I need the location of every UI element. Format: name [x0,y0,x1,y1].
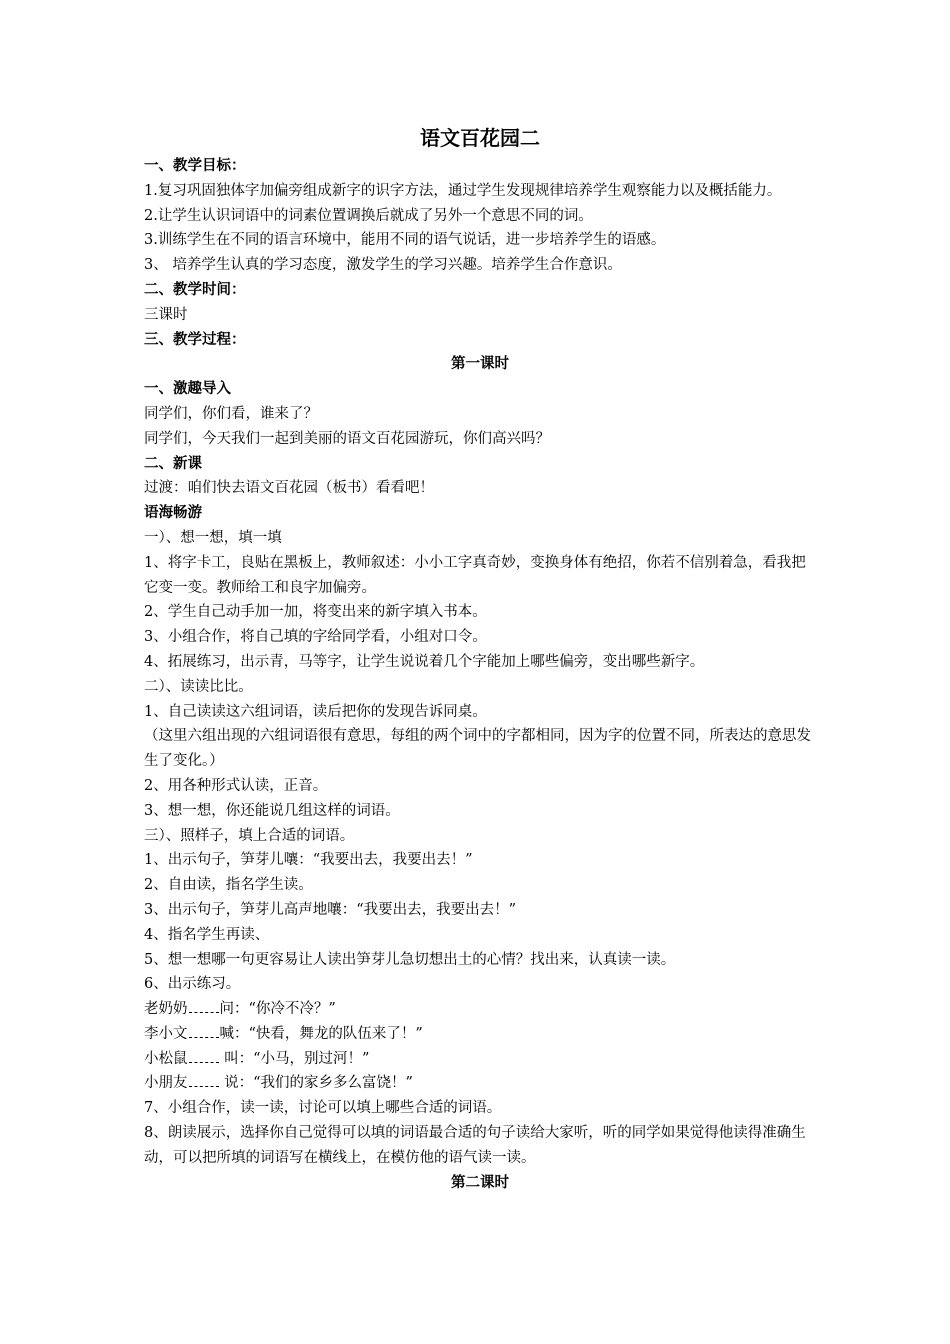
document-title: 语文百花园二 [420,126,540,150]
section-heading: 一、教学目标： [144,157,246,174]
paragraph: 2、用各种形式认读，正音。 [144,777,328,794]
paragraph: 3、小组合作，将自己填的字给同学看，小组对口令。 [144,629,487,646]
paragraph: 8、朗读展示，选择你自己觉得可以填的词语最合适的句子读给大家听，听的同学如果觉得他读得准确生动，可以把所填的词语写在横线上，在模仿他的语气读一读。 [144,1125,806,1166]
paragraph: 三课时 [144,306,188,323]
exercise-sentence: 说：“我们的家乡多么富饶！” [219,1075,413,1092]
paragraph: 6、出示练习。 [144,976,241,993]
paragraph: 过渡：咱们快去语文百花园（板书）看看吧！ [144,480,434,497]
paragraph [144,1071,816,1096]
paragraph: 7、小组合作，读一读，讨论可以填上哪些合适的词语。 [144,1100,502,1117]
paragraph: 同学们，今天我们一起到美丽的语文百花园游玩，你们高兴吗？ [144,430,550,447]
document-lines [144,154,816,1195]
section-heading: 第二课时 [451,1173,509,1191]
fill-in-blank [189,1023,219,1038]
exercise-subject: 老奶奶 [144,1001,188,1018]
exercise-subject: 李小文 [144,1025,188,1042]
paragraph: （这里六组出现的六组词语很有意思，每组的两个词中的字都相同，因为字的位置不同，所表达的意思发生了变化。） [144,728,811,770]
exercise-subject: 小松鼠 [144,1050,188,1067]
paragraph: 同学们，你们看，谁来了？ [144,405,318,422]
paragraph: 1.复习巩固独体字加偏旁组成新字的识字方法，通过学生发现规律培养学生观察能力以及概括能力。 [144,182,782,199]
paragraph: 三）、照样子，填上合适的词语。 [144,827,355,844]
paragraph: 3.训练学生在不同的语言环境中，能用不同的语气说话，进一步培养学生的语感。 [144,232,666,249]
section-heading: 二、新课 [144,454,202,472]
section-heading: 语海畅游 [144,504,202,522]
paragraph: 4、指名学生再读、 [144,926,270,943]
paragraph: 2.让学生认识词语中的词素位置调换后就成了另外一个意思不同的词。 [144,207,593,224]
exercise-sentence: 叫：“小马，别过河！” [219,1050,370,1067]
fill-in-blank [189,1048,219,1063]
paragraph: 1、出示句子，笋芽儿嚷：“我要出去，我要出去！” [144,852,473,869]
paragraph: 二）、读读比比。 [144,678,253,695]
paragraph [144,997,816,1022]
fill-in-blank [189,1072,219,1087]
section-heading: 三、教学过程： [144,330,246,348]
paragraph [144,1047,816,1072]
exercise-sentence: 问：“你冷不冷？” [219,1001,336,1018]
paragraph: 1、将字卡工，良贴在黑板上，教师叙述：小小工字真奇妙，变换身体有绝招，你若不信别着急，看我把它变一变。教师给工和良字加偏旁。 [144,554,806,596]
paragraph: 2、自由读，指名学生读。 [144,877,313,894]
paragraph: 3、 培养学生认真的学习态度，激发学生的学习兴趣。培养学生合作意识。 [144,257,622,274]
exercise-subject: 小朋友 [144,1075,188,1092]
paragraph: 2、学生自己动手加一加，将变出来的新字填入书本。 [144,604,487,621]
paragraph: 3、出示句子，笋芽儿高声地嚷：“我要出去，我要出去！” [144,901,517,918]
paragraph: 3、想一想，你还能说几组这样的词语。 [144,802,400,819]
paragraph [144,1022,816,1047]
section-heading: 二、教学时间： [144,280,246,298]
paragraph: 一）、想一想，填一填 [144,529,282,546]
paragraph: 1、自己读读这六组词语，读后把你的发现告诉同桌。 [144,703,487,720]
exercise-sentence: 喊：“快看，舞龙的队伍来了！” [219,1025,423,1042]
document-body [144,122,816,1195]
fill-in-blank [189,998,219,1013]
paragraph: 5、想一想哪一句更容易让人读出笋芽儿急切想出土的心情？找出来，认真读一读。 [144,951,676,968]
section-heading: 第一课时 [451,355,509,373]
section-heading: 一、激趣导入 [144,380,231,398]
paragraph: 4、拓展练习，出示青，马等字，让学生说说着几个字能加上哪些偏旁，变出哪些新字。 [144,653,705,670]
